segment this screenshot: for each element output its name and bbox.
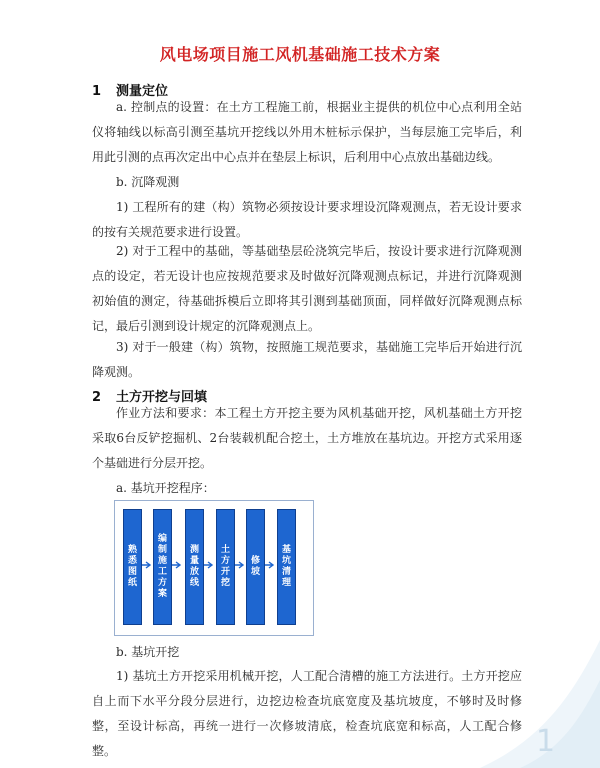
section-2-b1: 1) 基坑土方开挖采用机械开挖，人工配合清槽的施工方法进行。土方开挖应自上而下水平分段分层进行，边挖边检查坑底宽度及基坑坡度，不够时及时修整，至设计标高，再统一进行一次修坡清底，检查坑底宽和标高，人工配合修整。 [92, 669, 522, 758]
section-2-item-b: b. 基坑开挖 [116, 645, 180, 659]
flow-step: 修坡 [246, 509, 265, 625]
flow-step: 基坑清理 [277, 509, 296, 625]
flow-step: 编制施工方案 [153, 509, 172, 625]
section-1-b1: 1) 工程所有的建（构）筑物必须按设计要求埋设沉降观测点，若无设计要求的按有关规范要求进行设置。 [92, 200, 522, 239]
section-1-para-a: a. 控制点的设置：在土方工程施工前，根据业主提供的机位中心点利用全站仪将轴线以标高引测至基坑开挖线以外用木桩标示保护，当每层施工完毕后，利用此引测的点再次定出中心点并在垫层上标识，后利用中心点放出基础边线。 [92, 100, 522, 164]
section-1-number: 1 [92, 84, 102, 99]
page-number: 1 [536, 724, 556, 759]
flow-step: 测量放线 [185, 509, 204, 625]
flow-arrow-icon [235, 561, 245, 569]
flow-arrow-icon [142, 561, 152, 569]
section-2-number: 2 [92, 390, 102, 405]
flow-arrow-icon [265, 561, 275, 569]
flow-arrow-icon [204, 561, 214, 569]
document-title: 风电场项目施工风机基础施工技术方案 [159, 45, 441, 64]
section-1-b3: 3) 对于一般建（构）筑物，按照施工规范要求，基础施工完毕后开始进行沉降观测。 [92, 340, 522, 379]
flow-arrow-icon [172, 561, 182, 569]
flow-step: 土方开挖 [216, 509, 235, 625]
section-2-title: 土方开挖与回填 [116, 390, 208, 405]
section-1-item-b: b. 沉降观测 [116, 175, 180, 189]
section-2-intro: 作业方法和要求：本工程土方开挖主要为风机基础开挖，风机基础土方开挖采取6台反铲挖掘机、2台装载机配合挖土，土方堆放在基坑边。开挖方式采用逐个基础进行分层开挖。 [92, 406, 522, 470]
section-1-b2: 2) 对于工程中的基础，等基础垫层砼浇筑完毕后，按设计要求进行沉降观测点的设定，若无设计也应按规范要求及时做好沉降观测点标记，并进行沉降观测初始值的测定，待基础拆模后立即将其引测到基础顶面，同样做好沉降观测点标记，最后引测到设计规定的沉降观测点上。 [92, 244, 522, 333]
section-2-item-a: a. 基坑开挖程序： [116, 481, 215, 495]
flow-step: 熟悉图纸 [123, 509, 142, 625]
excavation-flowchart [114, 500, 314, 636]
section-1-title: 测量定位 [116, 84, 169, 99]
